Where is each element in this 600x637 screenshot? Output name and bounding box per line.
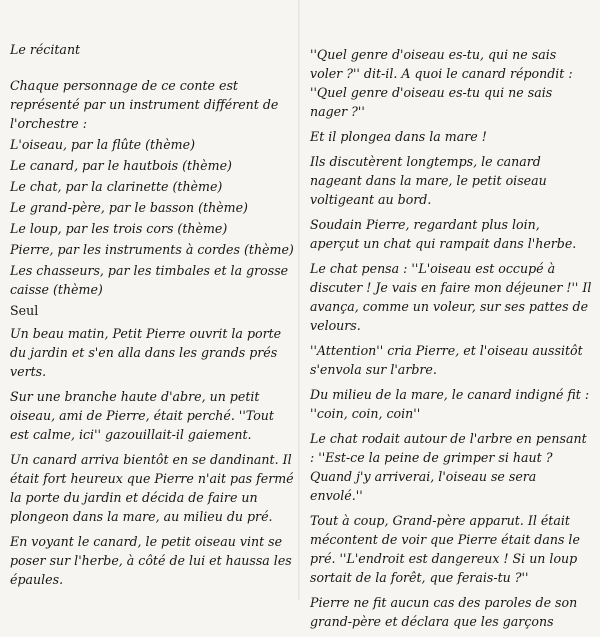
story-paragraph: Un canard arriva bientôt en se dandinant. Il était fort heureux que Pierre n'ait pas fermé la porte du jardin et décida de faire un plongeon dans la mare, au milieu du pré. — [10, 452, 294, 524]
story-paragraph: Le chat rodait autour de l'arbre en pensant : ''Est-ce la peine de grimper si haut ? Quand j'y arriverai, l'oiseau se sera envolé.'' — [310, 431, 587, 503]
instrument-line-grandfather: Le grand-père, par le basson (thème) — [10, 200, 248, 215]
story-paragraph: Le chat pensa : ''L'oiseau est occupé à discuter ! Je vais en faire mon déjeuner !'' Il avança, comme un voleur, sur ses pattes de velours. — [310, 261, 592, 333]
story-paragraph: Soudain Pierre, regardant plus loin, aperçut un chat qui rampait dans l'herbe. — [310, 217, 577, 251]
intro-paragraph: Chaque personnage de ce conte est représenté par un instrument différent de l'orchestre : — [10, 78, 279, 131]
story-paragraph: Pierre ne fit aucun cas des paroles de son grand-père et déclara que les garçons — [310, 595, 578, 629]
instrument-line-duck: Le canard, par le hautbois (thème) — [10, 158, 232, 173]
instrument-line-bird: L'oiseau, par la flûte (thème) — [10, 137, 195, 152]
left-text-column — [10, 40, 294, 595]
instrument-line-hunters: Les chasseurs, par les timbales et la grosse caisse (thème) — [10, 263, 289, 297]
instrument-line-wolf: Le loup, par les trois cors (thème) — [10, 221, 228, 236]
story-paragraph: En voyant le canard, le petit oiseau vint se poser sur l'herbe, à côté de lui et haussa les épaules. — [10, 534, 292, 587]
instrument-line-pierre: Pierre, par les instruments à cordes (thème) — [10, 242, 294, 257]
story-paragraph: ''Quel genre d'oiseau es-tu, qui ne sais voler ?'' dit-il. A quoi le canard répondit : ''Quel genre d'oiseau es-tu qui ne sais nager ?'' — [310, 47, 573, 119]
column-divider — [298, 0, 300, 600]
right-text-column — [310, 45, 592, 637]
story-paragraph: Ils discutèrent longtemps, le canard nageant dans la mare, le petit oiseau voltigeant au bord. — [310, 154, 547, 207]
instrument-line-cat: Le chat, par la clarinette (thème) — [10, 179, 223, 194]
story-paragraph: Du milieu de la mare, le canard indigné fit : ''coin, coin, coin'' — [310, 387, 590, 421]
story-paragraph: Et il plongea dans la mare ! — [310, 129, 487, 144]
story-paragraph: Un beau matin, Petit Pierre ouvrit la porte du jardin et s'en alla dans les grands prés verts. — [10, 326, 282, 379]
story-paragraph: Tout à coup, Grand-père apparut. Il était mécontent de voir que Pierre était dans le pré. ''L'endroit est dangereux ! Si un loup sortait de la forêt, que ferais-tu ?'' — [310, 513, 580, 585]
story-paragraph: Sur une branche haute d'abre, un petit oiseau, ami de Pierre, était perché. ''Tout est calme, ici'' gazouillait-il gaiement. — [10, 389, 274, 442]
solo-label: Seul — [10, 303, 39, 318]
story-paragraph: ''Attention'' cria Pierre, et l'oiseau aussitôt s'envola sur l'arbre. — [310, 343, 583, 377]
speaker-label: Le récitant — [10, 42, 81, 57]
